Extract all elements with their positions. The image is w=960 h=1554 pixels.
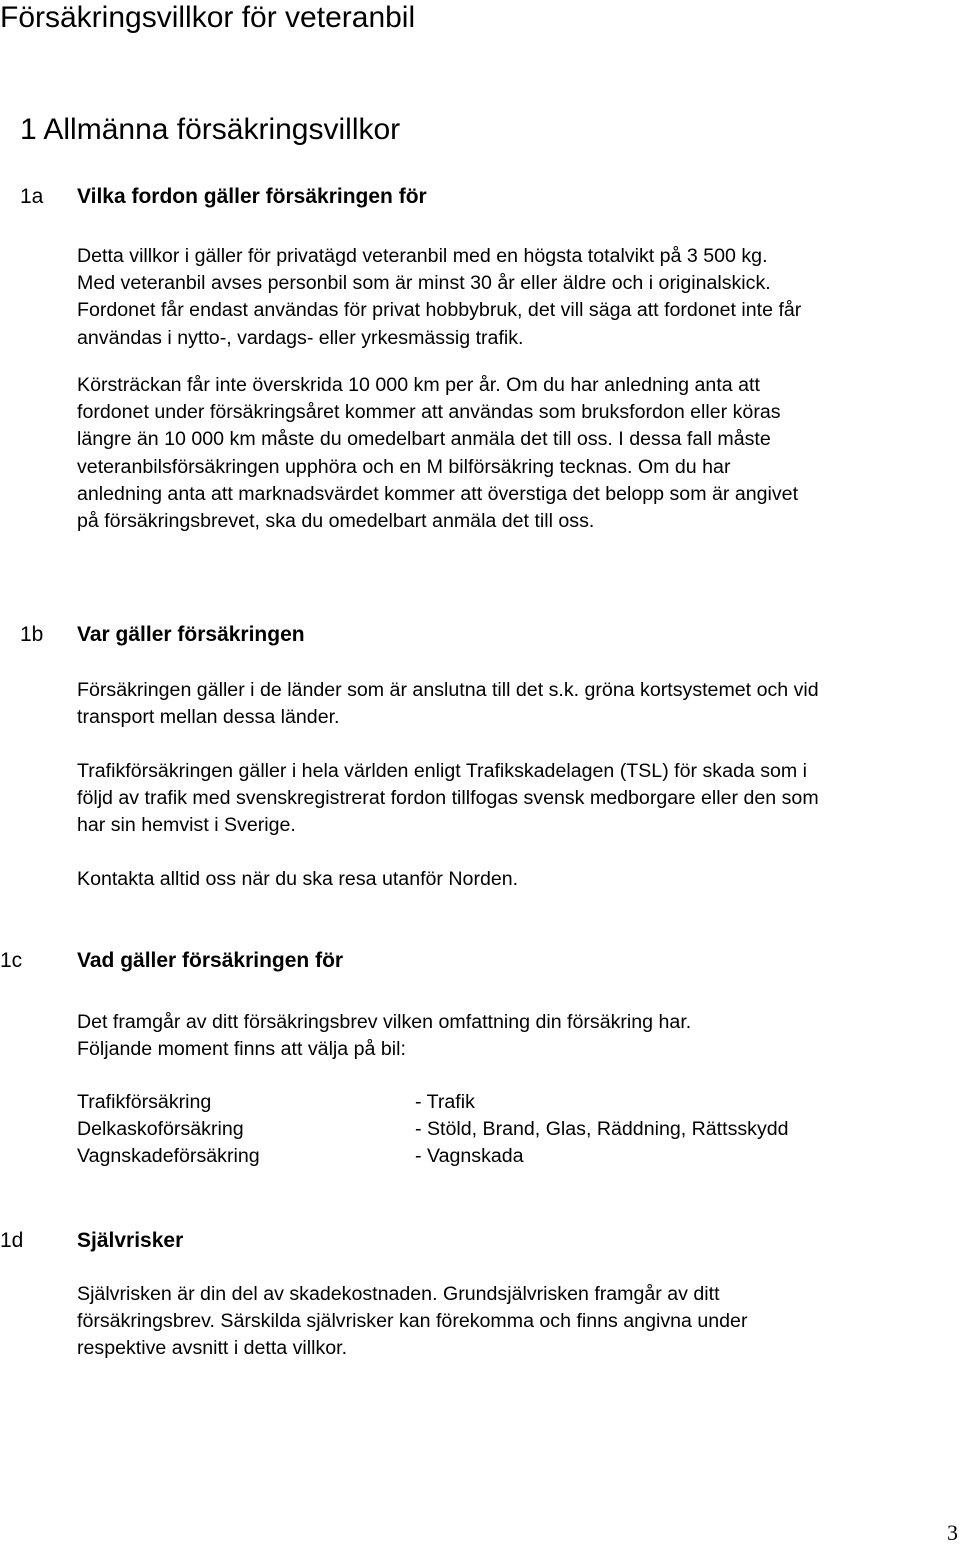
- text-line: har sin hemvist i Sverige.: [77, 814, 296, 837]
- section-1c-paragraph-1: [77, 1009, 955, 1063]
- section-heading-1b: Var gäller försäkringen: [77, 623, 305, 646]
- moment-label: Vagnskadeförsäkring: [77, 1145, 260, 1167]
- text-line: försäkringsbrev. Särskilda självrisker kan förekomma och finns angivna under: [77, 1310, 748, 1333]
- section-1d-paragraph-1: [77, 1281, 955, 1363]
- section-number-1d: 1d: [0, 1229, 24, 1252]
- text-line: följd av trafik med svenskregistrerat fordon tillfogas svensk medborgare eller den som: [77, 787, 819, 810]
- section-number-1c: 1c: [0, 949, 23, 972]
- section-number-1b: 1b: [20, 623, 44, 646]
- text-line: Försäkringen gäller i de länder som är anslutna till det s.k. gröna kortsystemet och vid: [77, 679, 819, 701]
- text-line: anledning anta att marknadsvärdet kommer att överstiga det belopp som är angivet: [77, 482, 799, 505]
- moment-label: Delkaskoförsäkring: [77, 1118, 244, 1140]
- text-line: längre än 10 000 km måste du omedelbart anmäla det till oss. I dessa fall måste: [77, 428, 771, 451]
- text-line: användas i nytto-, vardags- eller yrkesmässig trafik.: [77, 326, 524, 349]
- text-line: Fordonet får endast användas för privat hobbybruk, det vill säga att fordonet inte får: [77, 299, 802, 322]
- chapter-title: 1 Allmänna försäkringsvillkor: [20, 113, 401, 146]
- section-1b-paragraph-3: [77, 866, 955, 893]
- text-line: Självrisken är din del av skadekostnaden. Grundsjälvrisken framgår av ditt: [77, 1283, 720, 1305]
- text-line: Detta villkor i gäller för privatägd veteranbil med en högsta totalvikt på 3 500 kg.: [77, 245, 768, 267]
- text-line: Med veteranbil avses personbil som är minst 30 år eller äldre och i originalskick.: [77, 272, 771, 295]
- text-line: Kontakta alltid oss när du ska resa utanför Norden.: [77, 868, 519, 890]
- text-line: veteranbilsförsäkringen upphöra och en M bilförsäkring tecknas. Om du har: [77, 455, 731, 478]
- text-line: transport mellan dessa länder.: [77, 706, 340, 729]
- text-line: på försäkringsbrevet, ska du omedelbart anmäla det till oss.: [77, 510, 595, 533]
- text-line: fordonet under försäkringsåret kommer att användas som bruksfordon eller köras: [77, 401, 781, 424]
- section-heading-1d: Självrisker: [77, 1229, 184, 1252]
- section-number-1a: 1a: [20, 185, 44, 208]
- text-line: Följande moment finns att välja på bil:: [77, 1038, 406, 1061]
- text-line: Trafikförsäkringen gäller i hela världen enligt Trafikskadelagen (TSL) för skada som i: [77, 760, 808, 782]
- moment-label: Trafikförsäkring: [77, 1091, 212, 1113]
- text-line: respektive avsnitt i detta villkor.: [77, 1337, 348, 1360]
- section-heading-1c: Vad gäller försäkringen för: [77, 949, 344, 972]
- text-line: Det framgår av ditt försäkringsbrev vilken omfattning din försäkring har.: [77, 1011, 692, 1033]
- moment-description: - Vagnskada: [415, 1145, 524, 1167]
- moment-description: - Stöld, Brand, Glas, Räddning, Rättsskydd: [415, 1118, 789, 1140]
- document-title: Försäkringsvillkor för veteranbil: [0, 1, 416, 34]
- page-number: 3: [947, 1520, 958, 1545]
- moment-description: - Trafik: [415, 1091, 475, 1113]
- section-heading-1a: Vilka fordon gäller försäkringen för: [77, 185, 427, 208]
- section-1a-paragraph-1: [77, 243, 955, 352]
- text-line: Körsträckan får inte överskrida 10 000 km per år. Om du har anledning anta att: [77, 374, 760, 396]
- section-1b-paragraph-2: [77, 758, 955, 840]
- section-1a-paragraph-2: [77, 372, 955, 535]
- section-1b-paragraph-1: [77, 677, 955, 731]
